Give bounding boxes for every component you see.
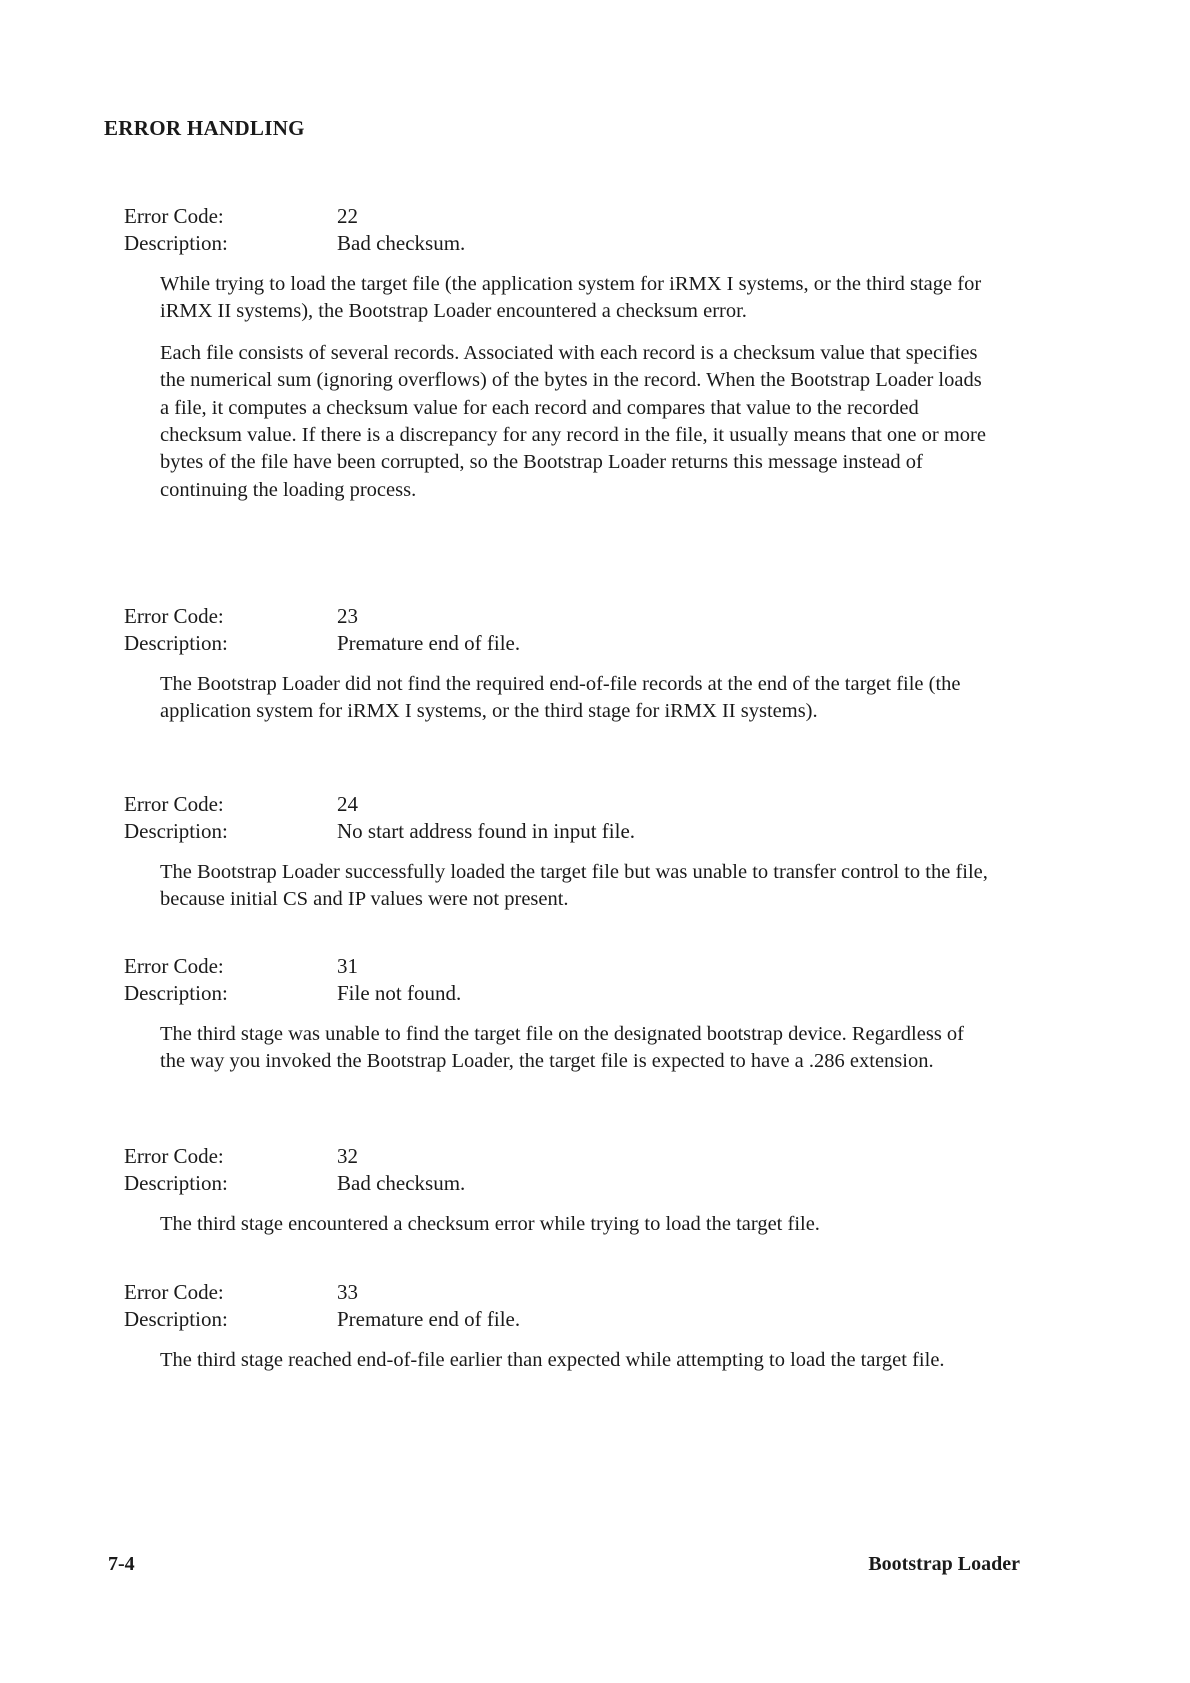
error-explanation bbox=[160, 671, 992, 726]
error-code-row bbox=[124, 1143, 1004, 1170]
error-code-row bbox=[124, 603, 1004, 630]
chapter-title: Bootstrap Loader bbox=[868, 1553, 1020, 1575]
error-code-label: Error Code: bbox=[124, 204, 224, 228]
description-row bbox=[124, 630, 1004, 657]
description-value: No start address found in input file. bbox=[337, 819, 636, 843]
error-entry-22 bbox=[124, 203, 1004, 518]
description-value: Bad checksum. bbox=[337, 1171, 466, 1195]
description-value: Premature end of file. bbox=[337, 631, 521, 655]
description-value: File not found. bbox=[337, 981, 462, 1005]
error-code-value: 31 bbox=[337, 954, 358, 978]
explanation-paragraph: The third stage was unable to find the target file on the designated bootstrap device. Regardless of the way you invoked the Bootstrap Loader, the target file is expected to have a .286 extension. bbox=[160, 1023, 965, 1073]
error-code-value: 24 bbox=[337, 792, 358, 816]
error-entry-32 bbox=[124, 1143, 1004, 1252]
error-code-value: 23 bbox=[337, 604, 358, 628]
description-row bbox=[124, 230, 1004, 257]
error-explanation bbox=[160, 271, 992, 504]
description-value: Premature end of file. bbox=[337, 1307, 521, 1331]
error-explanation bbox=[160, 1211, 992, 1238]
error-explanation bbox=[160, 1347, 992, 1374]
description-label: Description: bbox=[124, 819, 228, 843]
error-explanation bbox=[160, 859, 992, 914]
error-code-value: 32 bbox=[337, 1144, 358, 1168]
description-row bbox=[124, 1306, 1004, 1333]
description-label: Description: bbox=[124, 231, 228, 255]
error-code-label: Error Code: bbox=[124, 604, 224, 628]
error-code-label: Error Code: bbox=[124, 1280, 224, 1304]
error-code-label: Error Code: bbox=[124, 1144, 224, 1168]
explanation-paragraph: The third stage encountered a checksum error while trying to load the target file. bbox=[160, 1213, 820, 1235]
error-code-row bbox=[124, 203, 1004, 230]
error-code-row bbox=[124, 953, 1004, 980]
description-row bbox=[124, 980, 1004, 1007]
explanation-paragraph: The third stage reached end-of-file earlier than expected while attempting to load the target file. bbox=[160, 1349, 945, 1371]
error-code-value: 33 bbox=[337, 1280, 358, 1304]
error-code-label: Error Code: bbox=[124, 954, 224, 978]
description-label: Description: bbox=[124, 981, 228, 1005]
section-heading: ERROR HANDLING bbox=[104, 116, 305, 140]
error-entry-31 bbox=[124, 953, 1004, 1090]
explanation-paragraph: Each file consists of several records. Associated with each record is a checksum value that specifies the numerical sum (ignoring overflows) of the bytes in the record. When the Bootstrap Loader loads a file, it computes a checksum value for each record and compares that value to the recorded checksum value. If there is a discrepancy for any record in the file, it usually means that one or more bytes of the file have been corrupted, so the Bootstrap Loader returns this message instead of continuing the loading process. bbox=[160, 341, 986, 501]
error-code-label: Error Code: bbox=[124, 792, 224, 816]
description-value: Bad checksum. bbox=[337, 231, 466, 255]
error-code-row bbox=[124, 791, 1004, 818]
description-row bbox=[124, 1170, 1004, 1197]
explanation-paragraph: The Bootstrap Loader successfully loaded the target file but was unable to transfer control to the file, because initial CS and IP values were not present. bbox=[160, 861, 988, 911]
explanation-paragraph: While trying to load the target file (the application system for iRMX I systems, or the third stage for iRMX II systems), the Bootstrap Loader encountered a checksum error. bbox=[160, 273, 982, 323]
description-label: Description: bbox=[124, 1307, 228, 1331]
error-code-row bbox=[124, 1279, 1004, 1306]
error-code-value: 22 bbox=[337, 204, 358, 228]
description-label: Description: bbox=[124, 1171, 228, 1195]
error-entry-23 bbox=[124, 603, 1004, 740]
error-explanation bbox=[160, 1021, 992, 1076]
description-label: Description: bbox=[124, 631, 228, 655]
description-row bbox=[124, 818, 1004, 845]
error-entry-33 bbox=[124, 1279, 1004, 1388]
error-entry-24 bbox=[124, 791, 1004, 928]
page-number: 7-4 bbox=[108, 1553, 135, 1575]
explanation-paragraph: The Bootstrap Loader did not find the required end-of-file records at the end of the target file (the application system for iRMX I systems, or the third stage for iRMX II systems). bbox=[160, 673, 961, 723]
